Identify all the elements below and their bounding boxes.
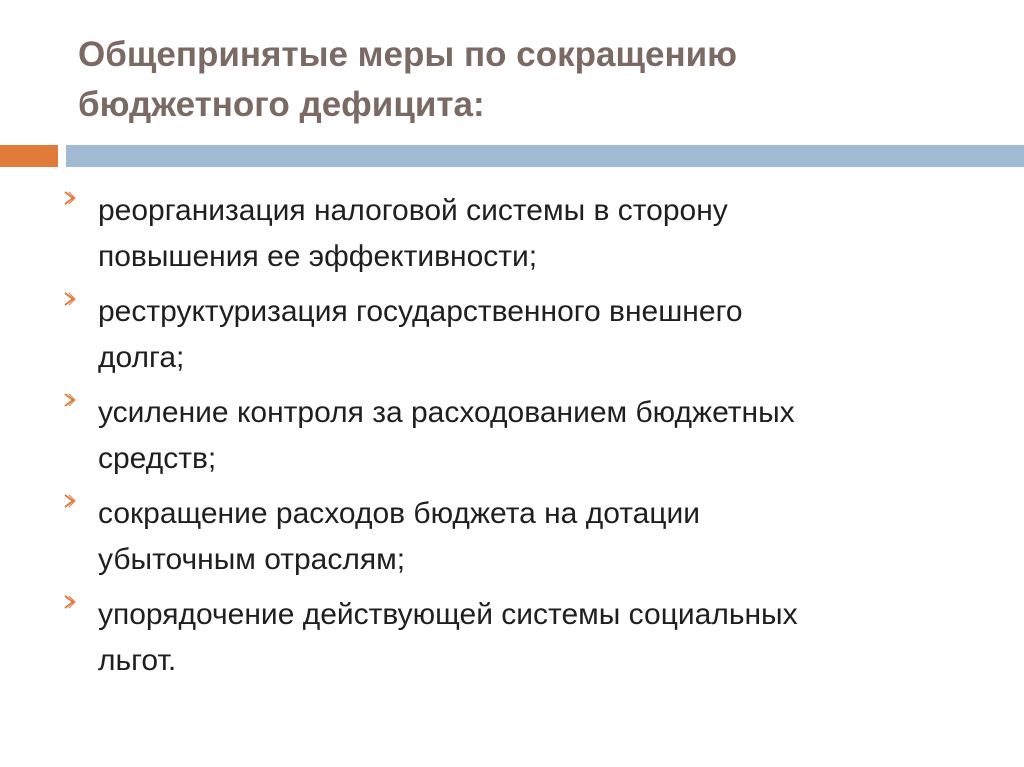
- slide-title-line-2: бюджетного дефицита:: [78, 85, 485, 124]
- chevron-right-icon: [62, 291, 78, 307]
- bullet-item: [60, 188, 980, 280]
- accent-bar: [0, 145, 58, 167]
- bullet-line-2: долга;: [98, 341, 185, 374]
- bullet-line-2: убыточным отраслям;: [98, 543, 406, 576]
- bullet-list: [60, 188, 980, 693]
- chevron-right-icon: [62, 594, 78, 610]
- chevron-right-icon: [62, 190, 78, 206]
- slide-title-line-1: Общепринятые меры по сокращению: [78, 35, 738, 74]
- bullet-line-2: льгот.: [98, 644, 177, 677]
- bullet-line-1: усиление контроля за расходованием бюджетных: [98, 396, 795, 429]
- bullet-line-1: реструктуризация государственного внешнего: [98, 295, 743, 328]
- chevron-right-icon: [62, 493, 78, 509]
- bullet-item: [60, 289, 980, 381]
- bullet-line-1: реорганизация налоговой системы в сторону: [98, 194, 728, 227]
- slide-title: [78, 30, 978, 130]
- bullet-item: [60, 592, 980, 684]
- bullet-item: [60, 390, 980, 482]
- chevron-right-icon: [62, 392, 78, 408]
- title-divider-bar: [66, 145, 1024, 167]
- bullet-item: [60, 491, 980, 583]
- bullet-line-2: повышения ее эффективности;: [98, 240, 538, 273]
- bullet-line-1: сокращение расходов бюджета на дотации: [98, 497, 701, 530]
- bullet-line-1: упорядочение действующей системы социальных: [98, 598, 798, 631]
- bullet-line-2: средств;: [98, 442, 217, 475]
